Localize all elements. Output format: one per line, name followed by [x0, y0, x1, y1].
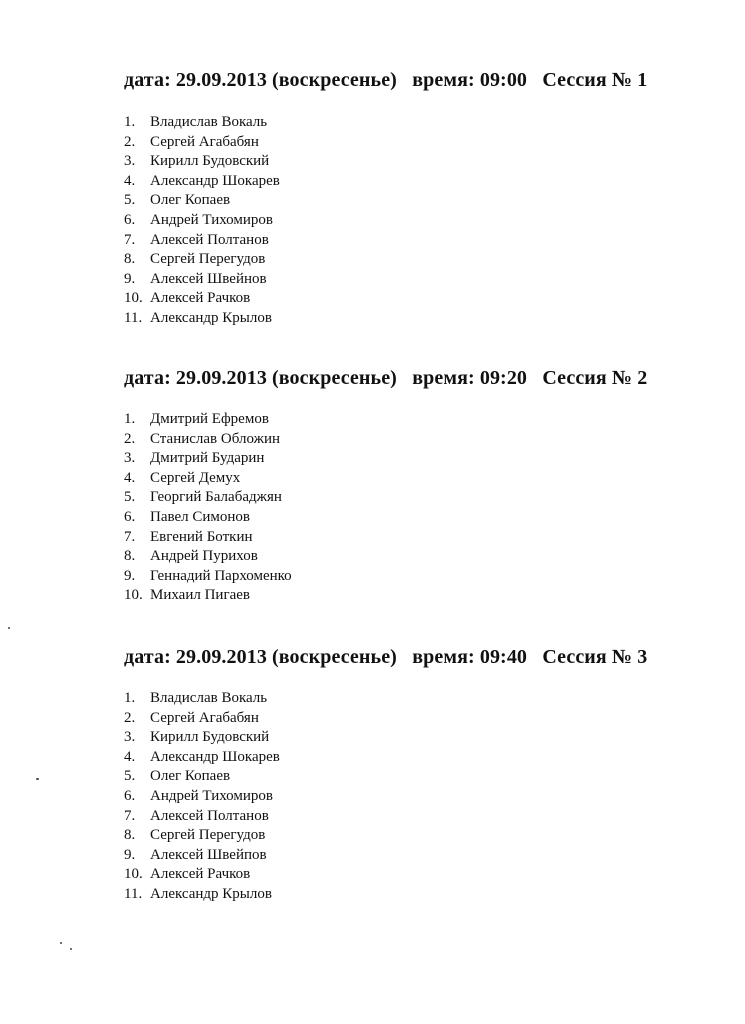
list-item	[124, 270, 280, 290]
scan-speck	[60, 942, 62, 944]
scan-speck	[70, 948, 72, 950]
participant-name: Сергей Перегудов	[150, 827, 266, 844]
participant-name: Владислав Вокаль	[150, 690, 268, 706]
participant-list	[124, 689, 280, 905]
list-item	[124, 748, 280, 768]
participant-name: Станислав Обложин	[150, 430, 281, 447]
item-number: 9.	[124, 846, 136, 863]
list-item	[124, 689, 280, 709]
participant-list	[124, 113, 280, 329]
list-item	[124, 172, 280, 192]
participant-name: Андрей Пурихов	[150, 548, 258, 565]
participant-name: Георгий Балабаджян	[150, 489, 282, 506]
session-number: Сессия № 2	[542, 367, 648, 389]
item-number: 1.	[124, 690, 136, 706]
participant-name: Александр Крылов	[150, 309, 272, 326]
list-item	[124, 430, 292, 450]
list-item	[124, 211, 280, 231]
participant-name: Алексей Рачков	[150, 290, 251, 307]
list-item	[124, 133, 280, 153]
item-number: 3.	[124, 153, 136, 170]
participant-name: Евгений Боткин	[150, 528, 253, 545]
participant-name: Дмитрий Бударин	[150, 450, 265, 467]
list-item	[124, 250, 280, 270]
item-number: 10.	[124, 290, 143, 307]
participant-name: Олег Копаев	[150, 768, 231, 785]
session-number: Сессия № 1	[542, 69, 648, 91]
list-item	[124, 508, 292, 528]
list-item	[124, 807, 280, 827]
list-item	[124, 488, 292, 508]
session-time: время: 09:40	[412, 646, 528, 668]
item-number: 8.	[124, 827, 136, 844]
participant-name: Кирилл Будовский	[150, 153, 270, 170]
item-number: 4.	[124, 172, 136, 189]
item-number: 7.	[124, 528, 136, 545]
list-item	[124, 191, 280, 211]
list-item	[124, 728, 280, 748]
item-number: 7.	[124, 807, 136, 824]
participant-name: Сергей Перегудов	[150, 251, 266, 268]
list-item	[124, 289, 280, 309]
participant-name: Александр Крылов	[150, 885, 272, 902]
participant-name: Алексей Полтанов	[150, 231, 269, 248]
participant-list	[124, 410, 292, 606]
item-number: 6.	[124, 211, 136, 228]
session-time: время: 09:00	[412, 69, 528, 91]
participant-name: Алексей Швейпов	[150, 846, 267, 863]
item-number: 4.	[124, 748, 136, 765]
scan-speck	[36, 778, 39, 780]
session-header	[124, 68, 647, 92]
item-number: 3.	[124, 450, 136, 467]
item-number: 9.	[124, 270, 136, 287]
list-item	[124, 865, 280, 885]
item-number: 7.	[124, 231, 136, 248]
item-number: 5.	[124, 192, 136, 209]
list-item	[124, 767, 280, 787]
participant-name: Михаил Пигаев	[150, 587, 250, 604]
list-item	[124, 309, 280, 329]
list-item	[124, 469, 292, 489]
item-number: 2.	[124, 430, 136, 447]
participant-name: Андрей Тихомиров	[150, 211, 273, 228]
item-number: 10.	[124, 866, 143, 883]
item-number: 6.	[124, 508, 136, 525]
session-header	[124, 645, 647, 669]
list-item	[124, 826, 280, 846]
item-number: 9.	[124, 567, 136, 584]
item-number: 8.	[124, 548, 136, 565]
participant-name: Кирилл Будовский	[150, 729, 270, 746]
item-number: 4.	[124, 469, 136, 486]
item-number: 1.	[124, 114, 136, 130]
participant-name: Александр Шокарев	[150, 172, 280, 189]
participant-name: Алексей Швейнов	[150, 270, 267, 287]
list-item	[124, 846, 280, 866]
participant-name: Алексей Рачков	[150, 866, 251, 883]
item-number: 5.	[124, 489, 136, 506]
item-number: 5.	[124, 768, 136, 785]
participant-name: Павел Симонов	[150, 508, 251, 525]
item-number: 11.	[124, 309, 143, 326]
session-number: Сессия № 3	[542, 646, 648, 668]
participant-name: Сергей Агабабян	[150, 709, 259, 726]
item-number: 1.	[124, 411, 136, 427]
participant-name: Сергей Агабабян	[150, 133, 259, 150]
participant-name: Олег Копаев	[150, 192, 231, 209]
participant-name: Александр Шокарев	[150, 748, 280, 765]
list-item	[124, 787, 280, 807]
session-date: дата: 29.09.2013 (воскресенье)	[124, 646, 397, 668]
list-item	[124, 547, 292, 567]
participant-name: Дмитрий Ефремов	[150, 411, 269, 427]
session-header	[124, 366, 647, 390]
participant-name: Геннадий Пархоменко	[150, 567, 292, 584]
item-number: 2.	[124, 133, 136, 150]
list-item	[124, 709, 280, 729]
participant-name: Андрей Тихомиров	[150, 787, 273, 804]
session-date: дата: 29.09.2013 (воскресенье)	[124, 367, 397, 389]
item-number: 2.	[124, 709, 136, 726]
list-item	[124, 567, 292, 587]
item-number: 11.	[124, 885, 143, 902]
participant-name: Владислав Вокаль	[150, 114, 268, 130]
list-item	[124, 885, 280, 905]
participant-name: Сергей Демух	[150, 469, 241, 486]
item-number: 6.	[124, 787, 136, 804]
list-item	[124, 152, 280, 172]
item-number: 8.	[124, 251, 136, 268]
list-item	[124, 528, 292, 548]
session-time: время: 09:20	[412, 367, 528, 389]
participant-name: Алексей Полтанов	[150, 807, 269, 824]
list-item	[124, 113, 280, 133]
list-item	[124, 586, 292, 606]
item-number: 10.	[124, 587, 143, 604]
scan-speck	[8, 627, 10, 629]
session-date: дата: 29.09.2013 (воскресенье)	[124, 69, 397, 91]
item-number: 3.	[124, 729, 136, 746]
list-item	[124, 231, 280, 251]
list-item	[124, 410, 292, 430]
list-item	[124, 449, 292, 469]
